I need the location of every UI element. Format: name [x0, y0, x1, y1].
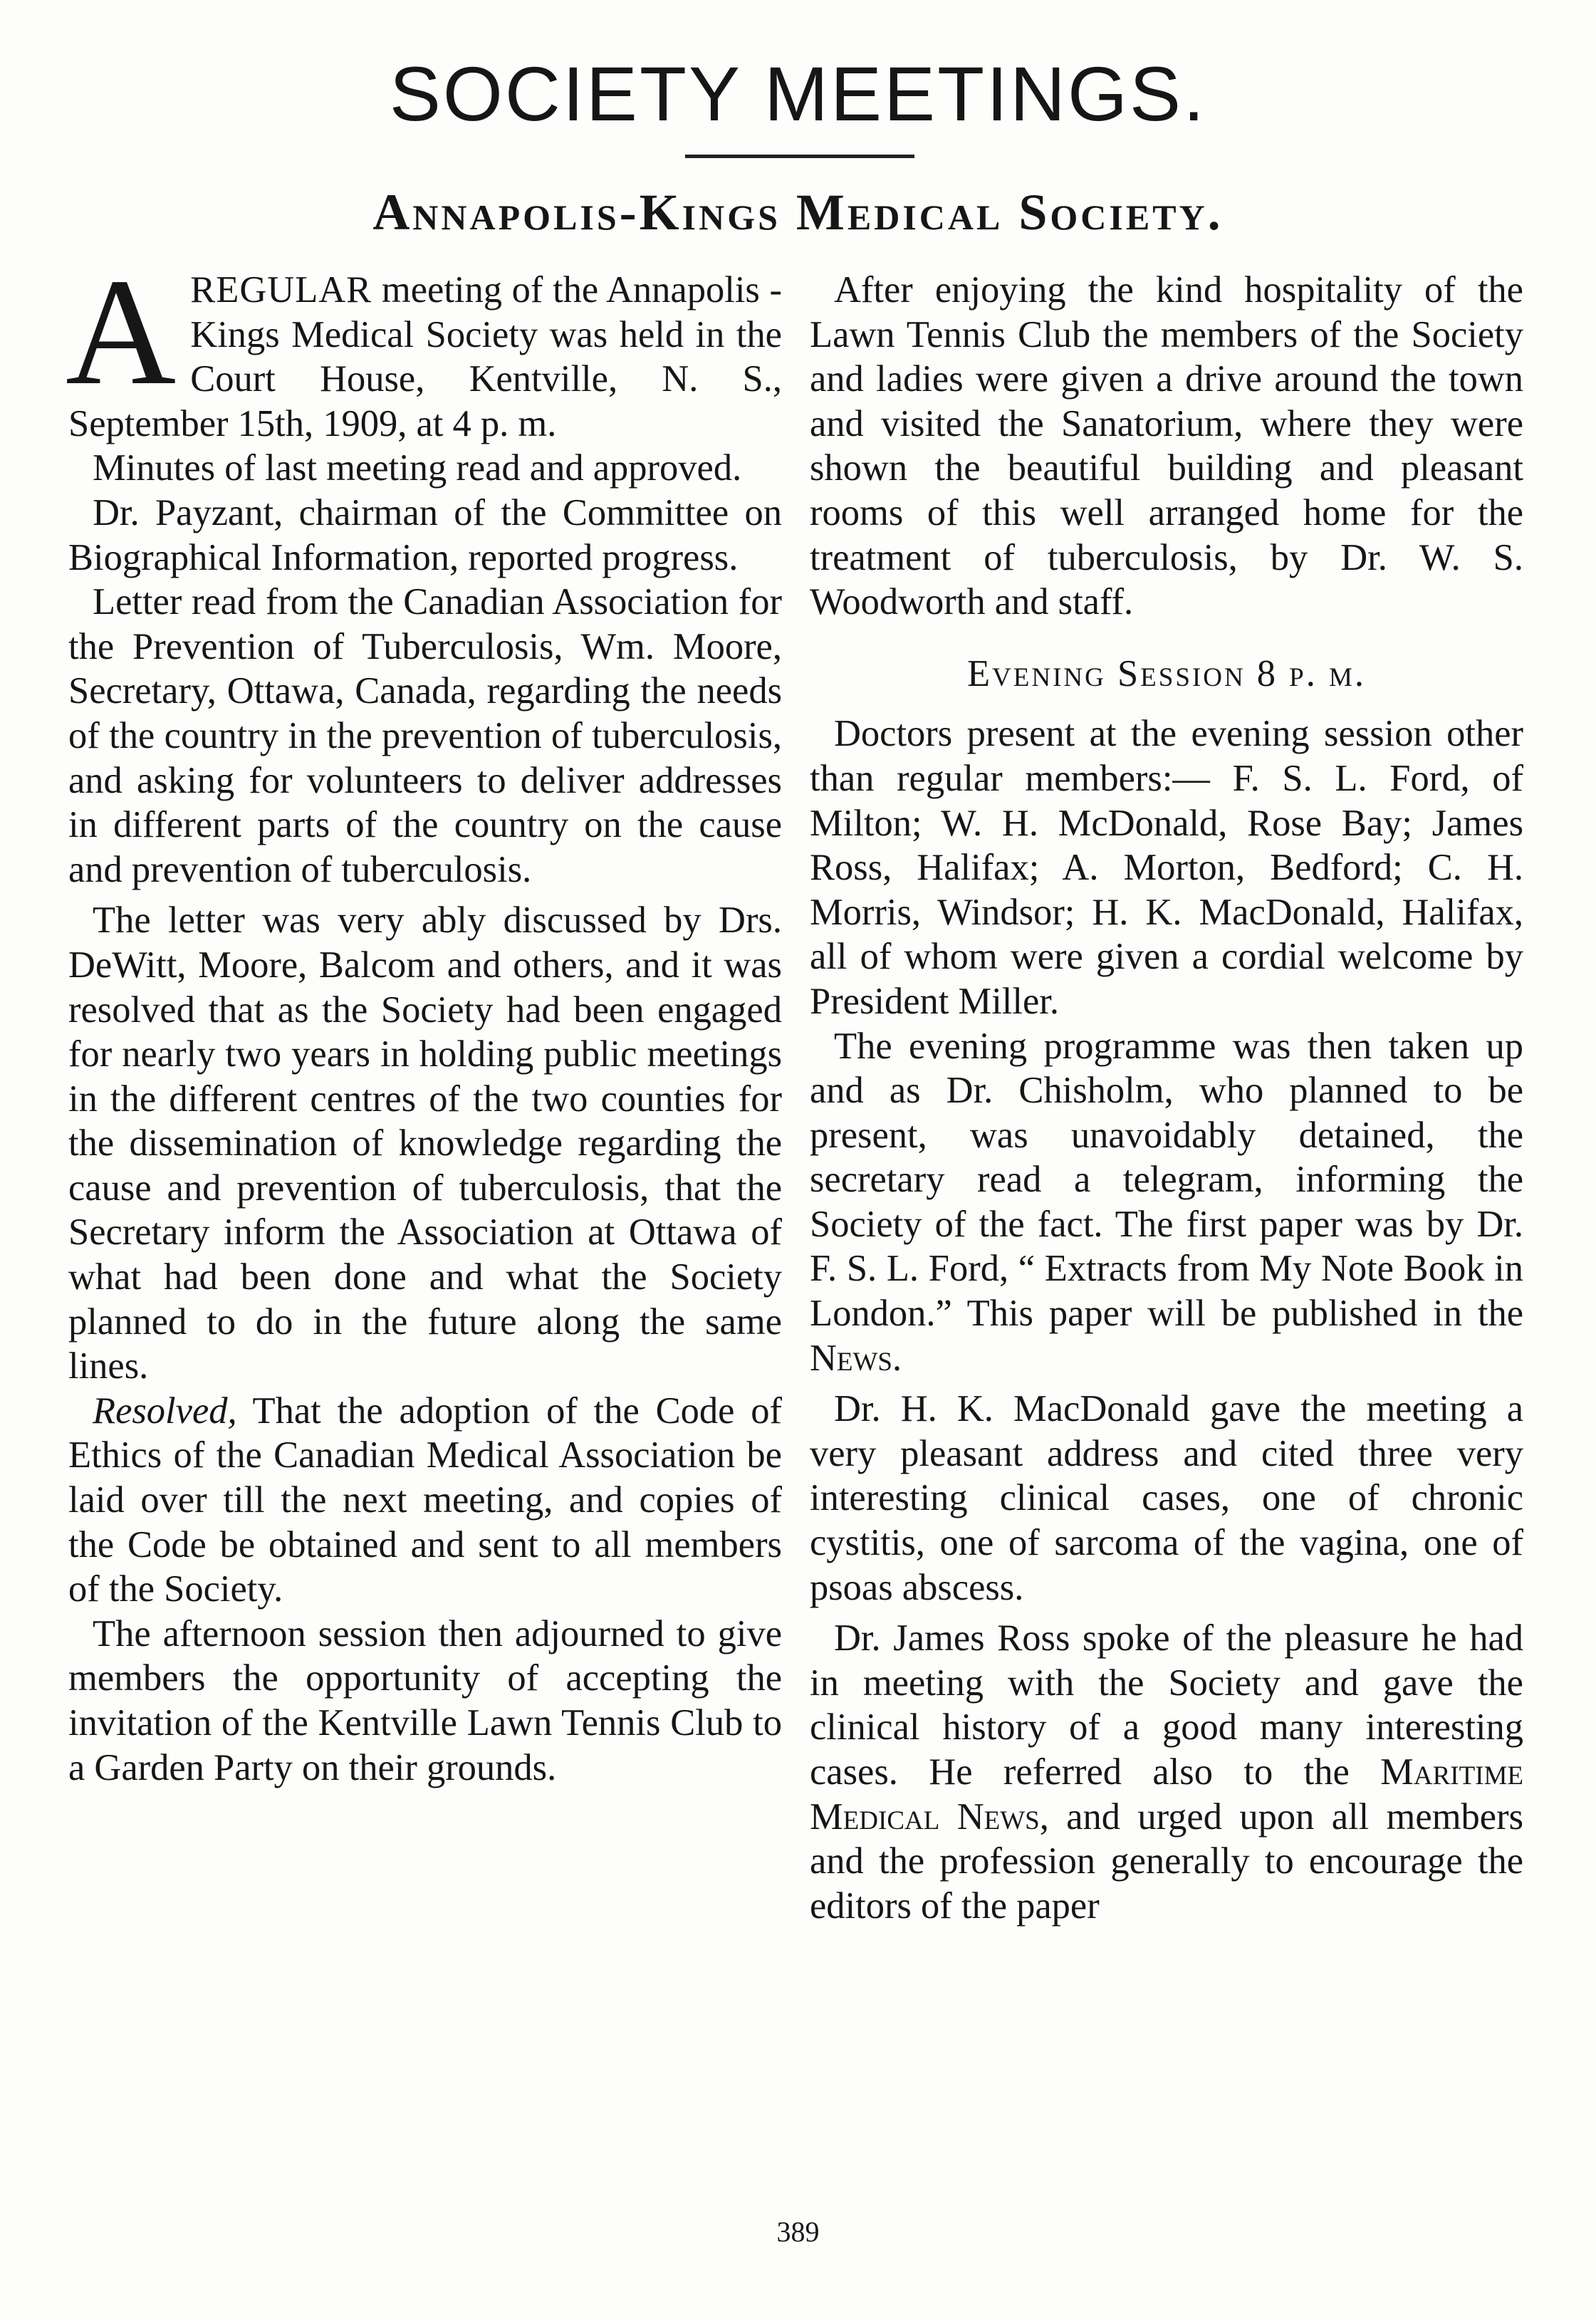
paragraph-doctors-present: Doctors present at the evening session other than regular members:— F. S. L. Ford, of Milton; W. H. McDonald, Rose Bay; James Ross, Halifax; A. Morton, Bedford; C. H. Morris, Windsor; H. K. MacDonald, Halifax, all of whom were given a cordial welcome by President Miller. [810, 713, 1523, 1022]
right-column [810, 268, 1523, 1928]
society-heading: Annapolis-Kings Medical Society. [372, 184, 1224, 241]
news-name: News [810, 1337, 893, 1379]
drop-cap: A [66, 246, 177, 417]
opening-word: REGULAR [190, 269, 372, 311]
programme-end: . [892, 1337, 902, 1379]
paragraph-discussion: The letter was very ably discussed by Drs. DeWitt, Moore, Balcom and others, and it was resolved that as the Society had been engaged for nearly two years in holding public meetings in the different centres of the two counties for the dissemination of knowledge regarding the cause and prevention of tuberculosis, that the Secretary inform the Association at Ottawa of what had been done and what the Society planned to do in the future along the same lines. [68, 900, 782, 1387]
evening-session-heading: Evening Session 8 p. m. [966, 652, 1367, 694]
resolved-label: Resolved, [93, 1390, 237, 1432]
paragraph-adjournment: The afternoon session then adjourned to give members the opportunity of accepting the invitation of the Kentville Lawn Tennis Club to a Garden Party on their grounds. [68, 1612, 782, 1788]
paragraph-macdonald-address: Dr. H. K. MacDonald gave the meeting a very pleasant address and cited three very interesting clinical cases, one of chronic cystitis, one of sarcoma of the vagina, one of psoas abscess. [810, 1388, 1523, 1608]
left-column [66, 246, 782, 1790]
paragraph-minutes: Minutes of last meeting read and approved. [93, 447, 742, 489]
programme-text: The evening programme was then taken up and as Dr. Chisholm, who planned to be present, was unavoidably detained, the secretary read a telegram, informing the Society of the fact. The first paper was by Dr. F. S. L. Ford, “ Extracts from My Note Book in London.” This paper will be published in the [810, 1025, 1523, 1335]
resolution-text: That the adoption of the Code of Ethics of the Canadian Medical Association be laid over till the next meeting, and copies of the Code be obtained and sent to all members of the Society. [68, 1390, 782, 1610]
ross-text-rest: , and urged upon all members and the profession generally to encourage the editors of the paper [810, 1796, 1523, 1927]
page-number: 389 [776, 2216, 820, 2248]
opening-text: meeting of the Annapolis - Kings Medical Society was held in the Court House, Kentville, N. S., September 15th, 1909, at 4 p. m. [68, 269, 782, 444]
paragraph-programme [810, 1024, 1523, 1381]
paragraph-resolution [68, 1389, 782, 1612]
paragraph-committee-report: Dr. Payzant, chairman of the Committee on Biographical Information, reported progress. [68, 491, 782, 578]
journal-name: Maritime Medical News [810, 1751, 1523, 1838]
paragraph-ross [810, 1616, 1523, 1928]
title-rule [685, 155, 914, 158]
paragraph-letter: Letter read from the Canadian Association for the Prevention of Tuberculosis, Wm. Moore, Secretary, Ottawa, Canada, regarding the needs of the country in the prevention of tuberculosis, and asking for volunteers to deliver addresses in different parts of the country on the cause and prevention of tuberculosis. [68, 581, 782, 890]
page-title: SOCIETY MEETINGS. [389, 51, 1207, 137]
paragraph-hospitality: After enjoying the kind hospitality of the Lawn Tennis Club the members of the Society and ladies were given a drive around the town and visited the Sanatorium, where they were shown the beautiful building and pleasant rooms of this well arranged home for the treatment of tuberculosis, by Dr. W. S. Woodworth and staff. [810, 269, 1523, 623]
paragraph-opening [66, 246, 782, 446]
ross-text: Dr. James Ross spoke of the pleasure he had in meeting with the Society and gave the clinical history of a good many interesting cases. He referred also to the [810, 1617, 1523, 1793]
